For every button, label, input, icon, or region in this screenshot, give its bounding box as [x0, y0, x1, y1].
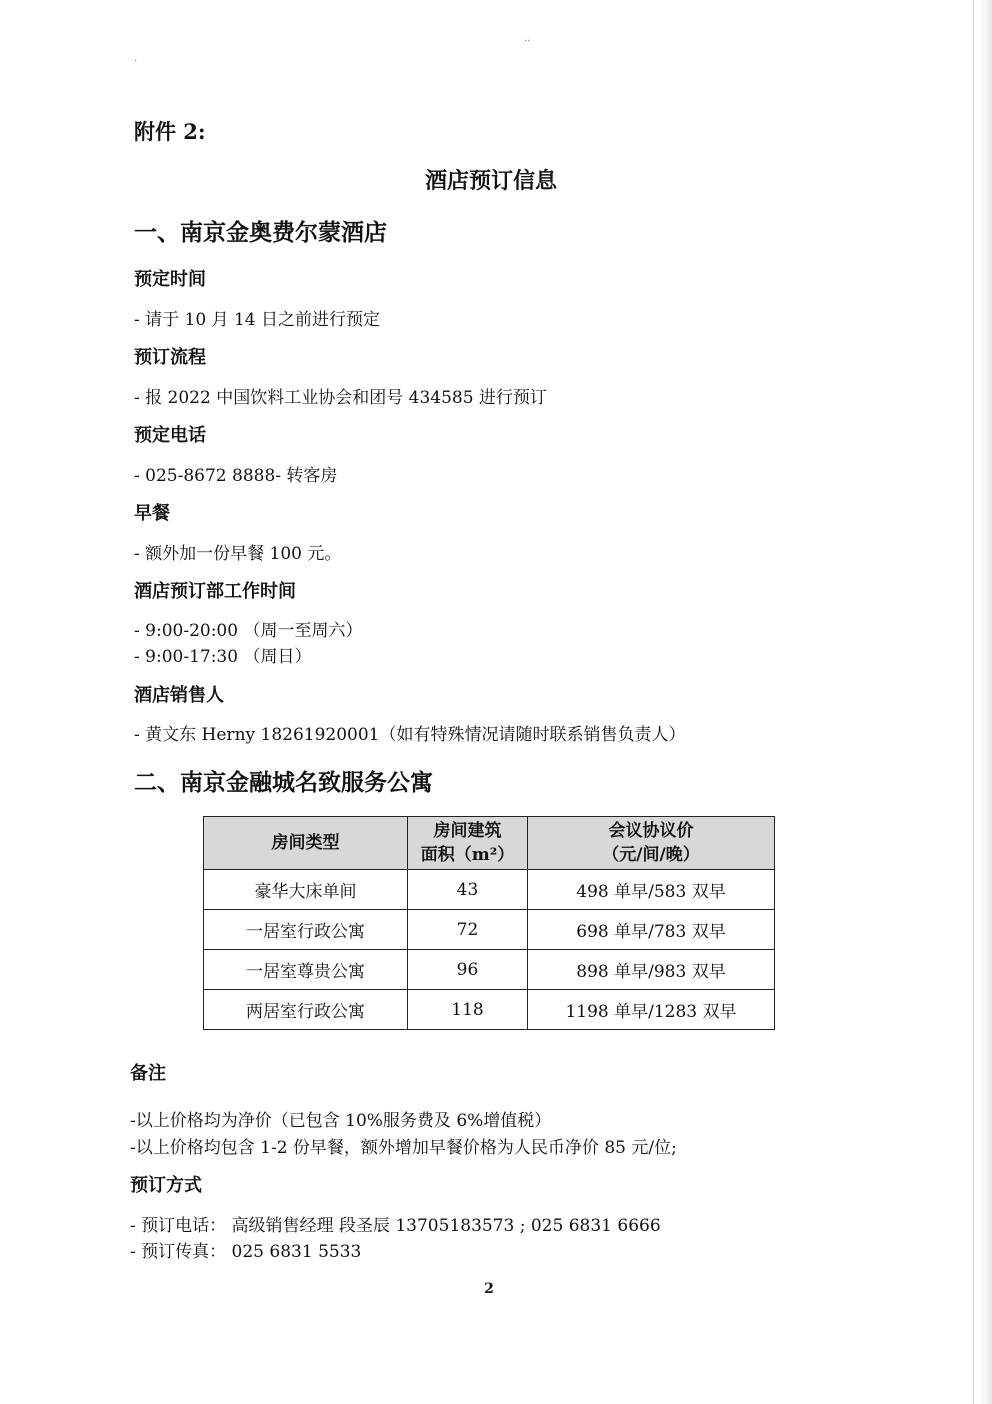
table-row — [204, 950, 775, 990]
section1-heading: 一、南京金奥费尔蒙酒店 — [134, 219, 387, 246]
notes-line-net-price: -以上价格均为净价（已包含 10%服务费及 6%增值税） — [130, 1111, 552, 1131]
booking-method-label: 预订方式 — [130, 1175, 202, 1196]
room-type-cell: 豪华大床单间 — [204, 870, 408, 910]
booking-process-label: 预订流程 — [134, 347, 206, 368]
room-type-cell: 一居室尊贵公寓 — [204, 950, 408, 990]
header-room-type: 房间类型 — [204, 817, 408, 870]
header-area — [408, 817, 528, 870]
table-row — [204, 990, 775, 1030]
scan-speck: ·· — [524, 36, 531, 47]
document-title: 酒店预订信息 — [424, 168, 557, 194]
sales-contact: - 黄文东 Herny 18261920001（如有特殊情况请随时联系销售负责人） — [134, 725, 686, 745]
area-cell: 72 — [408, 910, 528, 950]
header-price — [528, 817, 775, 870]
booking-time-label: 预定时间 — [134, 269, 206, 290]
price-cell: 1198 单早/1283 双早 — [528, 990, 775, 1030]
price-cell: 698 单早/783 双早 — [528, 910, 775, 950]
room-type-cell: 两居室行政公寓 — [204, 990, 408, 1030]
booking-time-text: - 请于 10 月 14 日之前进行预定 — [134, 310, 381, 330]
booking-phone-label: 预定电话 — [134, 425, 206, 446]
page-number: 2 — [484, 1281, 494, 1297]
price-cell: 498 单早/583 双早 — [528, 870, 775, 910]
area-cell: 96 — [408, 950, 528, 990]
attachment-label: 附件 2: — [134, 119, 206, 144]
booking-process-text: - 报 2022 中国饮料工业协会和团号 434585 进行预订 — [134, 388, 547, 408]
notes-line-breakfast: -以上价格均包含 1-2 份早餐，额外增加早餐价格为人民币净价 85 元/位; — [130, 1138, 677, 1158]
area-cell: 118 — [408, 990, 528, 1030]
office-hours-sunday: - 9:00-17:30 （周日） — [134, 647, 312, 667]
table-row — [204, 870, 775, 910]
table-header-row — [204, 817, 775, 870]
header-price-line1: 会议协议价 — [608, 821, 694, 841]
booking-phone-text: - 025-8672 8888- 转客房 — [134, 466, 338, 486]
scan-edge-line — [973, 0, 974, 1404]
area-cell: 43 — [408, 870, 528, 910]
header-area-line2: 面积（m²） — [420, 845, 515, 865]
price-cell: 898 单早/983 双早 — [528, 950, 775, 990]
section2-heading: 二、南京金融城名致服务公寓 — [134, 769, 433, 796]
office-hours-weekdays: - 9:00-20:00 （周一至周六） — [134, 621, 363, 641]
scan-speck: · — [134, 56, 138, 67]
room-type-cell: 一居室行政公寓 — [204, 910, 408, 950]
table-row — [204, 910, 775, 950]
office-hours-label: 酒店预订部工作时间 — [134, 581, 296, 602]
scan-edge-shadow — [978, 0, 992, 1404]
header-price-line2: （元/间/晚） — [602, 845, 700, 865]
header-area-line1: 房间建筑 — [433, 821, 502, 841]
notes-label: 备注 — [130, 1063, 166, 1084]
breakfast-label: 早餐 — [134, 503, 170, 524]
booking-method-phone: - 预订电话： 高级销售经理 段圣辰 13705183573 ; 025 6831 6666 — [130, 1216, 661, 1236]
booking-method-fax: - 预订传真： 025 6831 5533 — [130, 1242, 362, 1262]
apartment-rate-table — [203, 816, 775, 1030]
breakfast-text: - 额外加一份早餐 100 元。 — [134, 544, 342, 564]
sales-label: 酒店销售人 — [134, 685, 224, 706]
